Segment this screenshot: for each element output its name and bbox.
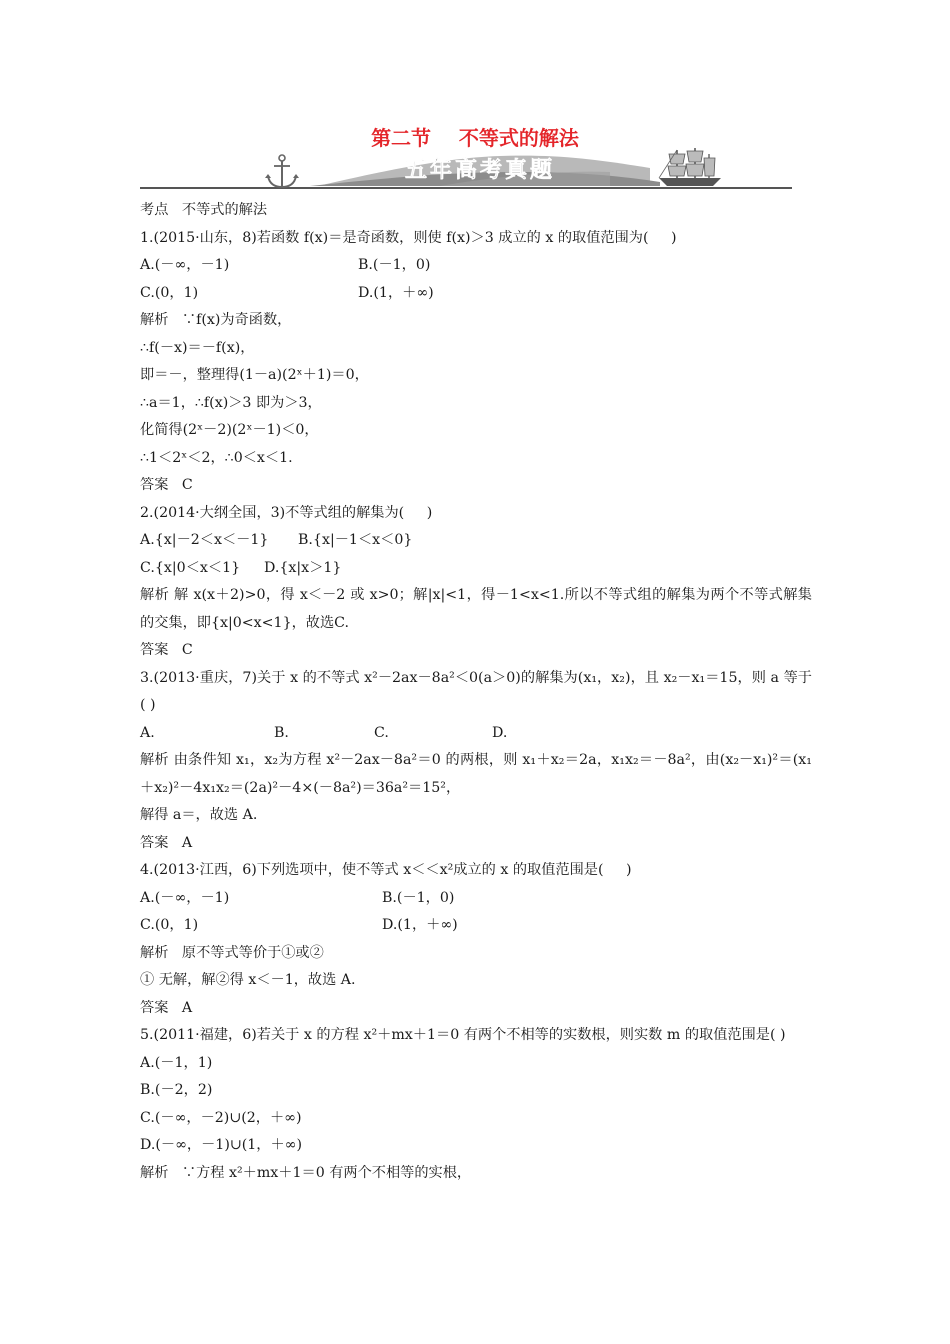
q1-solution-line: 解析 ∵f(x)为奇函数， [140,312,292,328]
q4-solution-line: ① 无解，解②得 x＜－1，故选 A. [140,972,356,988]
q4-option-c: C.(0，1) [140,917,199,933]
q1-stem: 1.(2015·山东，8)若函数 f(x)＝是奇函数，则使 f(x)＞3 成立的 x 的取值范围为( ) [140,229,677,246]
q2-option-b: B.{x|－1＜x＜0} [298,532,413,548]
ship-icon [655,146,725,190]
q4-option-a: A.(－∞，－1) [140,889,230,906]
q3-option-c: C. [374,724,389,741]
q1-option-b: B.(－1，0) [358,257,431,273]
q4-option-b: B.(－1，0) [382,889,455,906]
topic-heading: 考点 不等式的解法 [140,202,268,218]
q2-option-c: C.{x|0＜x＜1} [140,559,241,576]
q2-option-d: D.{x|x＞1} [264,559,342,576]
q4-answer: 答案 A [140,999,193,1016]
document-body [140,197,812,1187]
q3-options-row [140,720,812,748]
q2-option-a: A.{x|－2＜x＜－1} [140,532,269,548]
section-title: 第二节 不等式的解法 [371,126,579,150]
section-banner [140,146,792,192]
q4-stem: 4.(2013·江西，6)下列选项中，使不等式 x＜＜x²成立的 x 的取值范围是( ) [140,862,632,878]
q2-answer: 答案 C [140,642,193,658]
q3-solution: 解析 由条件知 x₁，x₂为方程 x²－2ax－8a²＝0 的两根，则 x₁＋x₂＝2a，x₁x₂＝－8a²，由(x₂－x₁)²＝(x₁＋x₂)²－4x₁x₂＝(2a)²－4×(－8a²)＝36a²＝15²， [140,752,812,796]
q3-answer: 答案 A [140,834,193,851]
q1-option-a: A.(－∞，－1) [140,257,230,273]
q1-solution-line: ∴1＜2ˣ＜2，∴0＜x＜1. [140,449,293,466]
q1-option-c: C.(0，1) [140,284,199,301]
q3-stem: 3.(2013·重庆，7)关于 x 的不等式 x²－2ax－8a²＜0(a＞0)的解集为(x₁，x₂)，且 x₂－x₁＝15，则 a 等于( ) [140,669,812,713]
q2-options-row2 [140,555,812,583]
q1-options-row1 [140,252,812,280]
q2-stem: 2.(2014·大纲全国，3)不等式组的解集为( ) [140,504,433,521]
q4-options-row1 [140,885,812,913]
anchor-icon [262,154,302,190]
q3-solution-line: 解得 a＝，故选 A. [140,807,258,823]
q1-options-row2 [140,280,812,308]
q1-solution-line: ∴f(－x)＝－f(x)， [140,339,255,356]
banner-text: 五年高考真题 [404,158,556,183]
q3-option-d: D. [492,724,508,741]
q5-stem: 5.(2011·福建，6)若关于 x 的方程 x²＋mx＋1＝0 有两个不相等的实数根，则实数 m 的取值范围是( ) [140,1027,786,1043]
q5-option-a: A.(－1，1) [140,1054,213,1071]
q1-answer: 答案 C [140,477,193,493]
q1-solution-line: 即＝－，整理得(1－a)(2ˣ＋1)＝0， [140,367,369,383]
q5-option-c: C.(－∞，－2)∪(2，＋∞) [140,1109,302,1126]
q3-option-b: B. [274,724,289,741]
q5-solution-line: 解析 ∵方程 x²＋mx＋1＝0 有两个不相等的实根， [140,1164,472,1181]
q4-options-row2 [140,912,812,940]
q1-option-d: D.(1，＋∞) [358,284,434,301]
q5-option-d: D.(－∞，－1)∪(1，＋∞) [140,1137,303,1153]
q2-options-row1 [140,527,812,555]
q4-solution-line: 解析 原不等式等价于①或② [140,944,324,961]
q3-option-a: A. [140,724,155,741]
q4-option-d: D.(1，＋∞) [382,917,458,933]
q1-solution-line: ∴a＝1，∴f(x)＞3 即为＞3， [140,394,322,411]
q2-solution: 解析 解 x(x＋2)>0，得 x＜－2 或 x>0；解|x|<1，得－1<x<1.所以不等式组的解集为两个不等式解集的交集，即{x|0<x<1}，故选C. [140,587,812,631]
q1-solution-line: 化简得(2ˣ－2)(2ˣ－1)＜0， [140,422,319,438]
q5-option-b: B.(－2，2) [140,1082,213,1098]
